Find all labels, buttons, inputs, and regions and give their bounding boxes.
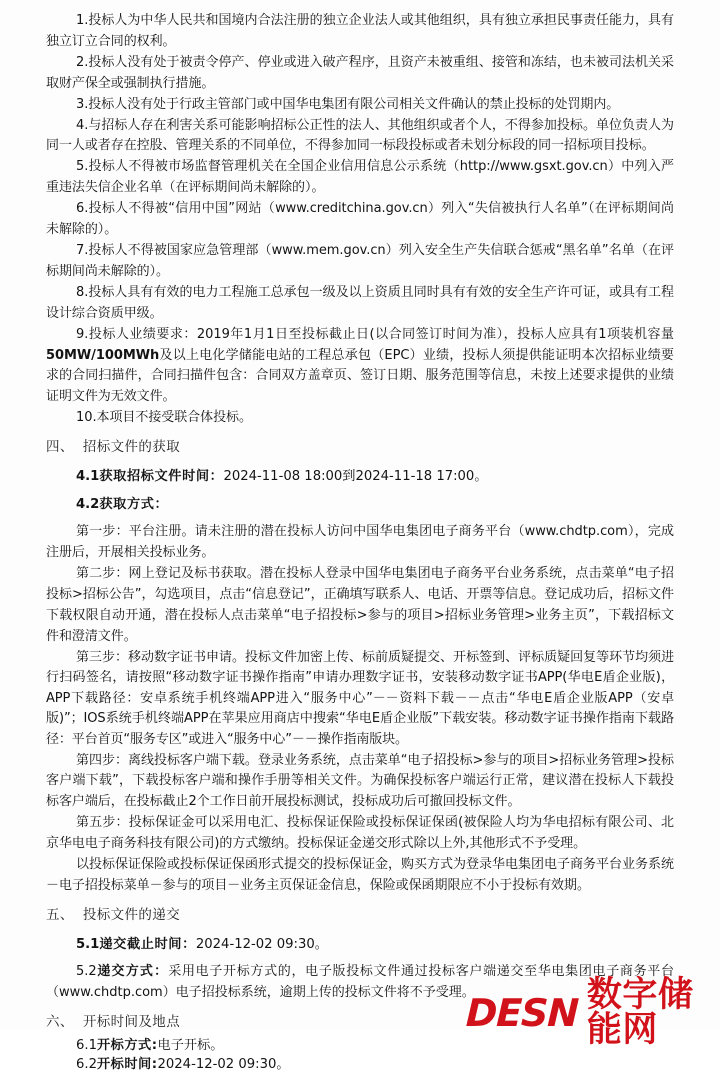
acquisition-step-1: 第一步：平台注册。请未注册的潜在投标人访问中国华电集团电子商务平台（www.chdtp.com），完成注册后，开展相关投标业务。 xyxy=(46,524,674,561)
performance-lead: 9.投标人业绩要求：2019年1月1日至投标截止日(以合同签订时间为准），投标人应具有1项装机容量 xyxy=(76,326,674,342)
section-4-number: 四、 xyxy=(46,439,74,456)
item-5-2-value: 采用电子开标方式的，电子版投标文件通过投标客户端递交至华电集团电子商务平台（www.chdtp.com）电子招投标系统，逾期上传的投标文件将不予受理。 xyxy=(46,963,674,1000)
item-6-2-number: 6.2 xyxy=(76,1057,97,1073)
acquisition-step-5: 第五步：投标保证金可以采用电汇、投标保证保险或投标保证保函(被保险人均为华电招标有限公司、北京华电电子商务科技有限公司)的方式缴纳。投标保证金递交形式除以上外,其他形式不予受理。 xyxy=(46,815,674,852)
desn-logo-chinese: 数字储能网 xyxy=(586,975,694,1050)
qualification-item-10: 10.本项目不接受联合体投标。 xyxy=(76,410,252,426)
item-4-2-label: 获取方式： xyxy=(99,497,169,513)
acquisition-step-3: 第三步：移动数字证书申请。投标文件加密上传、标前质疑提交、开标签到、评标质疑回复等环节均须进行扫码签名，请按照“移动数字证书操作指南”申请办理数字证书，安装移动数字证书APP(华电E盾企业版)，APP下载路径：安卓系统手机终端APP进入“服务中心”－－资料下载－－点击“华电E盾企业版APP（安卓版)”；IOS系统手机终端APP在苹果应用商店中搜索“华电E盾企业版”下载安装。移动数字证书操作指南下载路径：平台首页“服务专区”或进入“服务中心”－－操作指南版块。 xyxy=(46,649,674,747)
performance-capacity: 50MW/100MWh xyxy=(46,347,160,363)
item-4-2-number: 4.2 xyxy=(76,497,100,513)
desn-watermark-logo xyxy=(465,975,720,1050)
item-6-2-label: 开标时间: xyxy=(96,1057,158,1073)
section-5-title: 投标文件的递交 xyxy=(82,906,181,923)
section-5-number: 五、 xyxy=(46,906,74,923)
qualification-item-9 xyxy=(46,325,674,409)
acquisition-step-4: 第四步：离线投标客户端下载。登录业务系统，点击菜单“电子招投标>参与的项目>招标业务管理>投标客户端下载”，下载投标客户端和操作手册等相关文件。为确保投标客户端运行正常，建议潜在投标人下载投标客户端后，在投标截止2个工作日前开展投标测试，投标成功后可撤回投标文件。 xyxy=(46,752,674,810)
qualification-item-4: 4.与招标人存在利害关系可能影响招标公正性的法人、其他组织或者个人，不得参加投标。单位负责人为同一人或者存在控股、管理关系的不同单位，不得参加同一标段投标或者未划分标段的同一招标项目投标。 xyxy=(46,117,674,154)
item-5-2-number: 5.2 xyxy=(76,963,97,979)
item-6-2 xyxy=(46,1055,674,1075)
desn-logo-latin: DESN xyxy=(465,991,579,1035)
item-4-1-label: 获取招标文件时间： xyxy=(99,469,224,485)
section-4-title: 招标文件的获取 xyxy=(82,439,181,456)
item-4-2 xyxy=(46,494,674,515)
section-6-title: 开标时间及地点 xyxy=(82,1013,181,1030)
item-6-1-label: 开标方式: xyxy=(96,1037,158,1053)
item-4-1-number: 4.1 xyxy=(76,469,100,485)
acquisition-step-2: 第二步：网上登记及标书获取。潜在投标人登录中国华电集团电子商务平台业务系统，点击菜单“电子招投标>招标公告”，勾选项目，点击“信息登记”，正确填写联系人、电话、开票等信息。登记成功后，招标文件下载权限自动开通，潜在投标人点击菜单“电子招投标>参与的项目>招标业务管理>业务主页”，下载招标文件和澄清文件。 xyxy=(46,565,674,644)
item-6-1-value: 电子开标。 xyxy=(157,1037,224,1053)
qualification-item-8: 8.投标人具有有效的电力工程施工总承包一级及以上资质且同时具有有效的安全生产许可证，或具有工程设计综合资质甲级。 xyxy=(46,284,674,321)
performance-tail: 及以上电化学储能电站的工程总承包（EPC）业绩，投标人须提供能证明本次招标业绩要求的合同扫描件，合同扫描件包含：合同双方盖章页、签订日期、服务范围等信息，未按上述要求提供的业绩证明文件为无效文件。 xyxy=(46,347,674,405)
document-body xyxy=(46,11,674,1075)
qualification-item-1: 1.投标人为中华人民共和国境内合法注册的独立企业法人或其他组织，具有独立承担民事责任能力，具有独立订立合同的权利。 xyxy=(46,13,674,49)
qualification-item-5: 5.投标人不得被市场监督管理机关在全国企业信用信息公示系统（http://www.gsxt.gov.cn）中列入严重违法失信企业名单（在评标期间尚未解除的）。 xyxy=(46,159,674,196)
item-5-1 xyxy=(46,934,674,955)
section-6-number: 六、 xyxy=(46,1013,74,1030)
qualification-item-6: 6.投标人不得被“信用中国”网站（www.creditchina.gov.cn）列入“失信被执行人名单”（在评标期间尚未解除的）。 xyxy=(46,201,674,238)
qualification-item-7: 7.投标人不得被国家应急管理部（www.mem.gov.cn）列入安全生产失信联合惩戒“黑名单”名单（在评标期间尚未解除的）。 xyxy=(46,242,674,279)
qualification-item-2: 2.投标人没有处于被责令停产、停业或进入破产程序，且资产未被重组、接管和冻结，也未被司法机关采取财产保全或强制执行措施。 xyxy=(46,54,674,91)
item-4-1 xyxy=(46,466,674,487)
item-4-1-value: 2024-11-08 18:00到2024-11-18 17:00。 xyxy=(223,469,488,485)
item-5-2-label: 递交方式： xyxy=(96,963,169,979)
item-5-1-number: 5.1 xyxy=(76,936,100,952)
item-5-1-value: 2024-12-02 09:30。 xyxy=(195,936,328,952)
item-6-1-number: 6.1 xyxy=(76,1037,97,1053)
section-heading-4 xyxy=(46,435,674,459)
section-heading-5 xyxy=(46,903,674,927)
qualification-item-3: 3.投标人没有处于行政主管部门或中国华电集团有限公司相关文件确认的禁止投标的处罚期内。 xyxy=(76,96,620,112)
item-6-2-value: 2024-12-02 09:30。 xyxy=(157,1057,290,1073)
acquisition-step-6-guarantee: 以投标保证保险或投标保证保函形式提交的投标保证金，购买方式为登录华电集团电子商务平台业务系统－电子招投标菜单－参与的项目－业务主页保证金信息，保险或保函期限应不小于投标有效期。 xyxy=(46,857,674,893)
item-5-1-label: 递交截止时间： xyxy=(99,936,196,952)
